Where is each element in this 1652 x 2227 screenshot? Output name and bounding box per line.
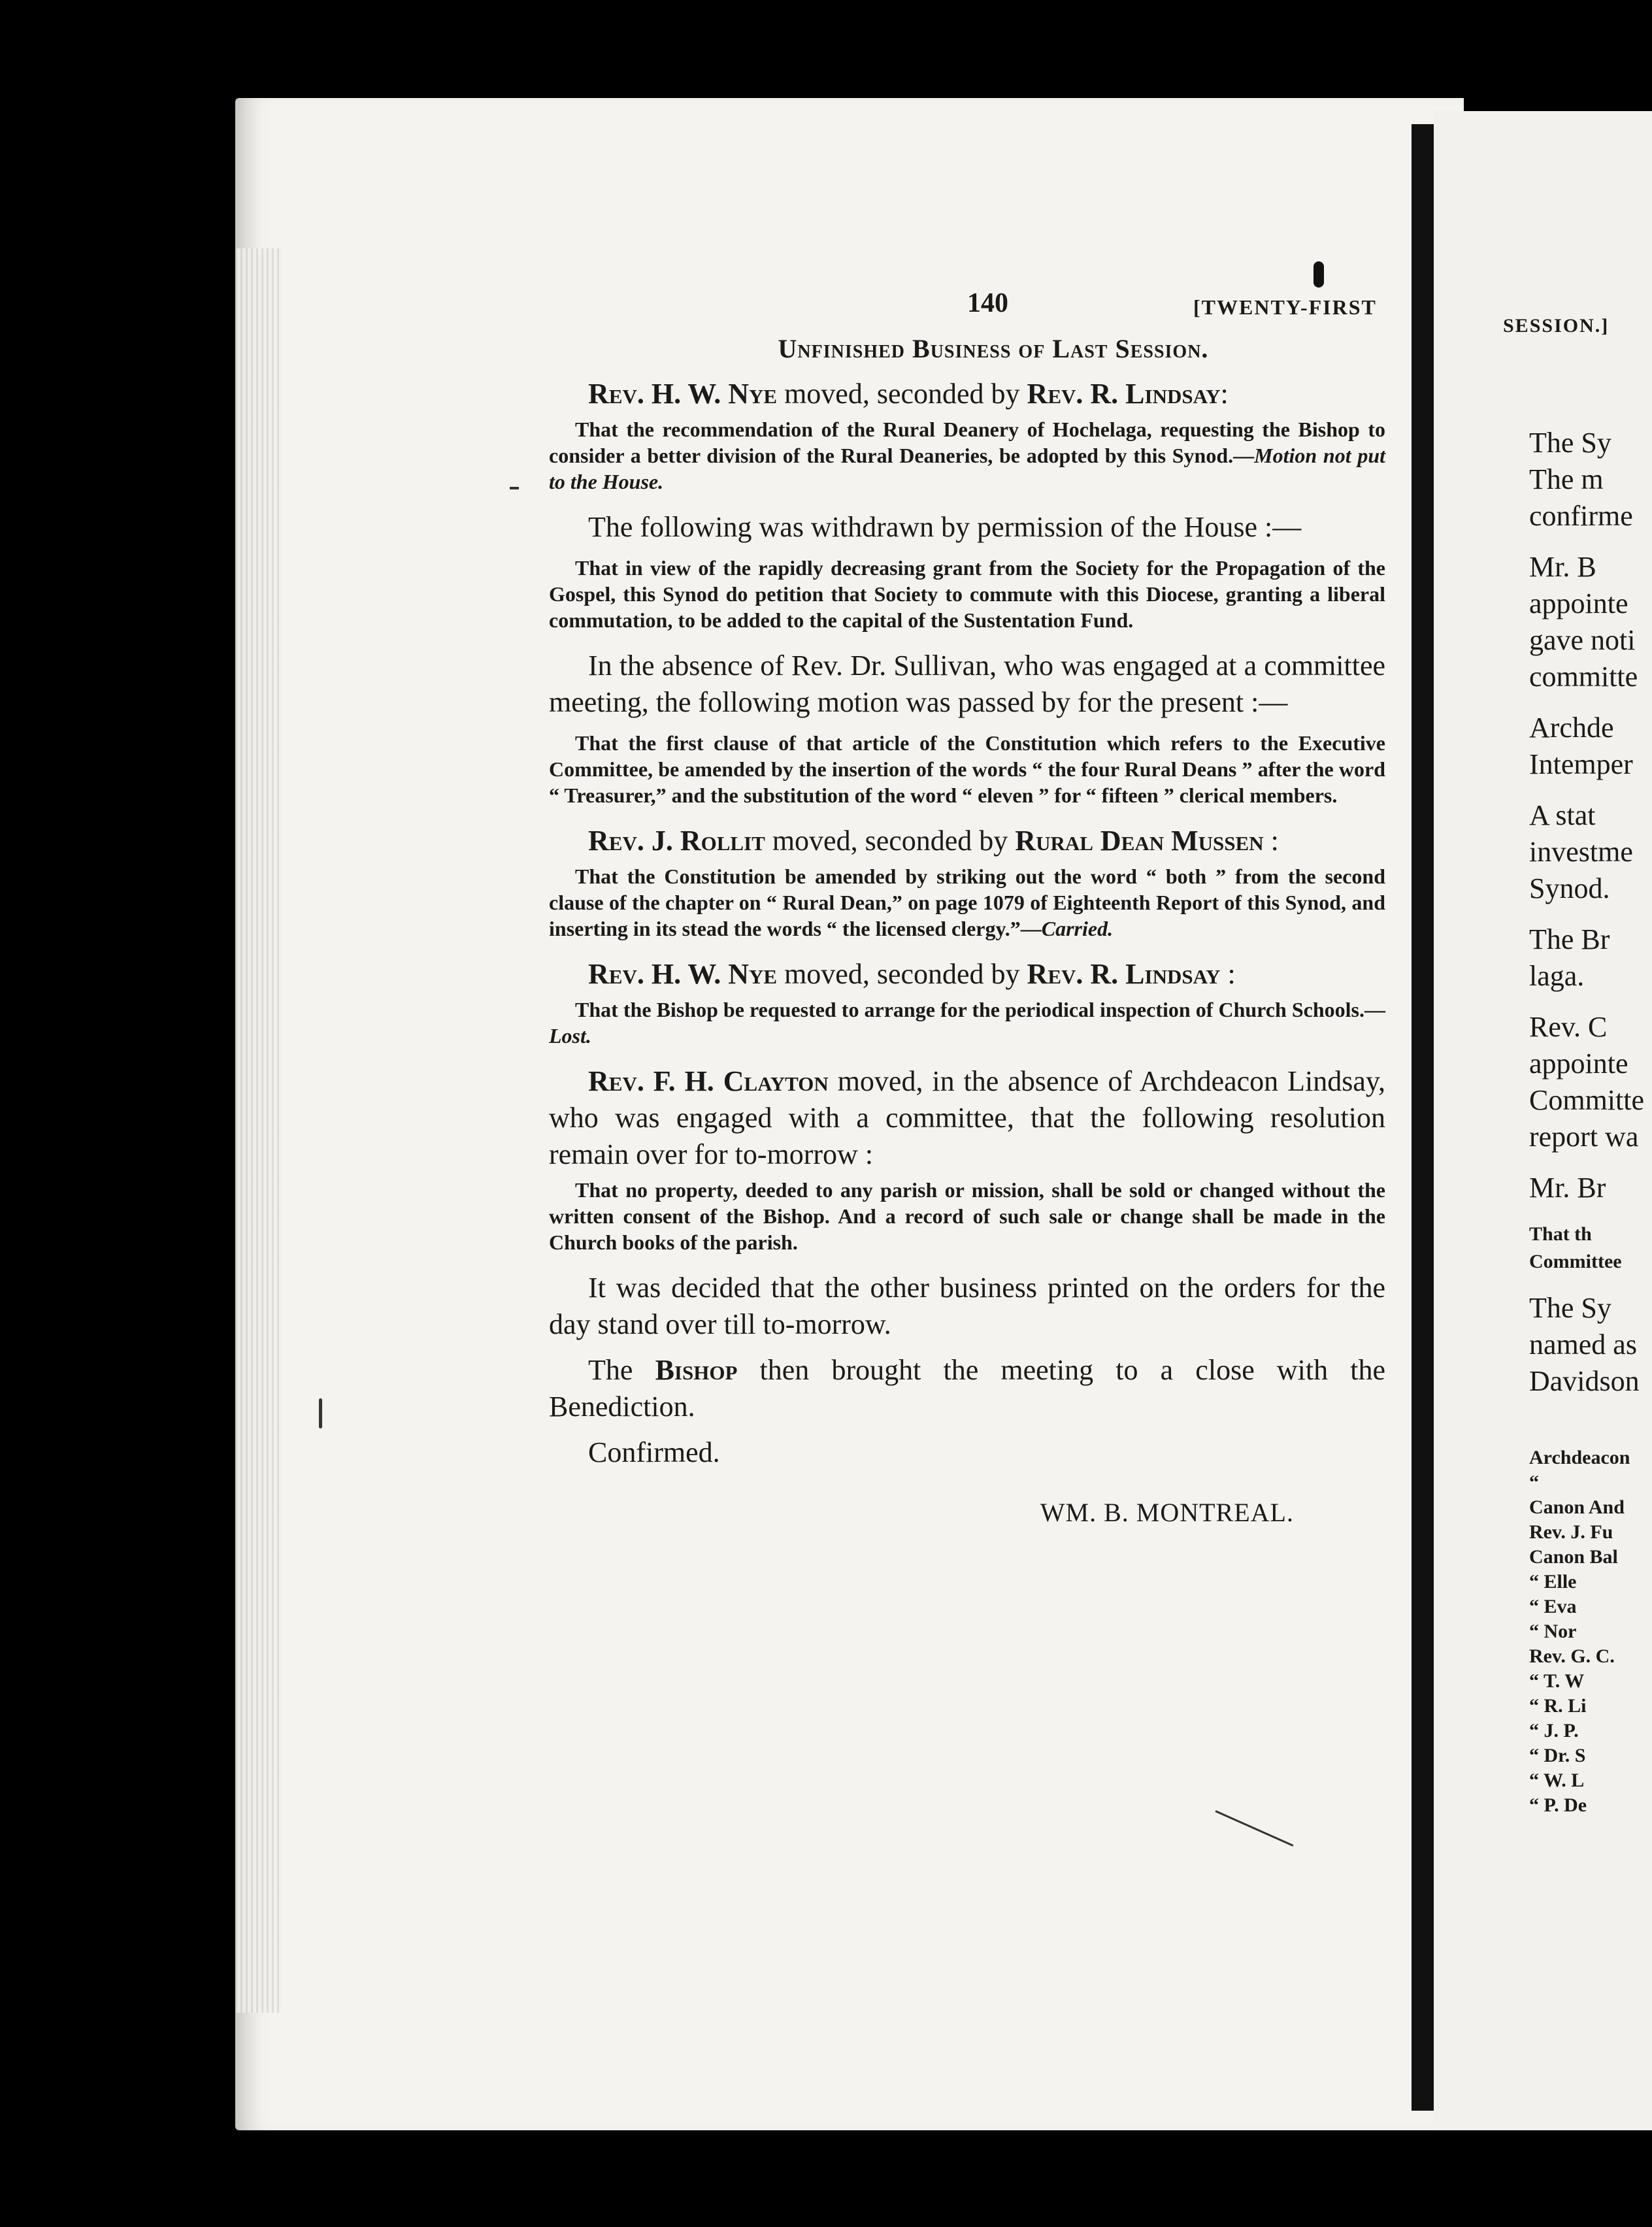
resolution-text: That in view of the rapidly decreasing grant from the Society for the Propagation of the Gospel, this Synod do petition that Society to commute with this Diocese, granting a liberal commutation, to be added to the capital of the Sustentation Fund. [549,556,1385,632]
signature: WM. B. MONTREAL. [1040,1498,1294,1527]
paragraph-confirmed: Confirmed. [588,1436,720,1468]
bishop-pre: The [588,1354,655,1386]
motion-connector: moved, seconded by [765,825,1016,857]
motion-end: : [1220,378,1229,410]
right-list-item: Rev. J. Fu [1529,1521,1613,1543]
resolution-rural-dean [549,863,1385,942]
section-title: Unfinished Business of Last Session. [778,334,1209,363]
motion-end: : [1220,958,1236,990]
right-session-label: SESSION.] [1503,315,1610,337]
paragraph-absence: In the absence of Rev. Dr. Sullivan, who was engaged at a committee meeting, the following motion was passed by for the present :— [549,650,1385,718]
right-list-item: Rev. G. C. [1529,1645,1615,1667]
mover: Rev. J. Rollit [588,825,765,857]
left-page-content [549,288,1385,1528]
right-line: appointe [1529,1048,1628,1080]
motion-rollit-mussen [549,823,1385,859]
right-list-item: “ R. Li [1529,1695,1587,1717]
right-line: laga. [1529,960,1585,992]
motion-end: : [1263,825,1279,857]
seconder: Rev. R. Lindsay [1027,378,1221,410]
right-line: Davidson [1529,1365,1640,1397]
right-line: confirme [1529,500,1633,532]
paragraph-withdrawn: The following was withdrawn by permission of the House :— [588,511,1302,543]
motion-connector: moved, seconded by [777,958,1027,990]
right-list-item: Canon And [1529,1496,1625,1518]
margin-dash [510,487,519,489]
resolution-executive-committee [549,730,1385,808]
page-edges [235,248,281,2013]
motion-connector: moved, seconded by [777,378,1027,410]
session-label: [TWENTY-FIRST [1193,295,1377,319]
resolution-verdict: Lost. [549,1024,591,1048]
right-line: The Br [1529,923,1610,955]
resolution-text: That the Bishop be requested to arrange for the periodical inspection of Church Schools.— [575,998,1385,1021]
resolution-verdict: Motion not put to the House. [549,444,1386,493]
motion-text: moved, in the absence of Archdeacon Lindsay, who was engaged with a committee, that the following resolution remain over for to-morrow : [549,1065,1386,1170]
book-gutter [1412,124,1434,2111]
right-line: named as [1529,1328,1637,1361]
paragraph-decided: It was decided that the other business printed on the orders for the day stand over till to-morrow. [549,1272,1385,1340]
resolution-hochelaga [549,416,1385,495]
seconder: Rev. R. Lindsay [1027,958,1221,990]
right-list-item: Canon Bal [1529,1546,1618,1568]
motion-nye-lindsay-1 [549,376,1385,412]
mover: Rev. F. H. Clayton [588,1065,829,1097]
right-line: Synod. [1529,872,1610,904]
resolution-text: That the first clause of that article of the Constitution which refers to the Executive Committee, be amended by the insertion of the words “ the four Rural Deans ” after the word “ Treasurer,” and the substitution of the word “ eleven ” for “ fifteen ” clerical members. [549,731,1385,807]
ink-blot [1313,261,1324,288]
right-list-item: “ Eva [1529,1596,1577,1617]
right-line: Intemper [1529,748,1633,780]
right-list-item: “ Nor [1529,1621,1577,1642]
margin-mark [319,1398,322,1428]
right-line: That th [1529,1223,1592,1245]
running-head [549,288,1385,333]
right-list-item: Archdeacon [1529,1447,1630,1468]
right-page-list [1529,1445,1652,1818]
motion-clayton [549,1063,1385,1173]
seconder: Rural Dean Mussen [1015,825,1264,857]
right-list-item: “ Dr. S [1529,1745,1586,1766]
right-line: report wa [1529,1121,1639,1153]
mover: Rev. H. W. Nye [588,958,778,990]
paragraph-bishop [549,1352,1385,1425]
resolution-property [549,1177,1385,1255]
right-line: Rev. C [1529,1011,1608,1043]
right-line: appointe [1529,587,1628,619]
resolution-text: That the Constitution be amended by striking out the word “ both ” from the second clause of the chapter on “ Rural Dean,” on page 1079 of Eighteenth Report of this Synod, and inserting in its stead the words “ the licensed clergy.”— [549,865,1385,940]
right-line: The m [1529,463,1604,495]
mover: Rev. H. W. Nye [588,378,778,410]
right-line: Committee [1529,1251,1622,1272]
motion-nye-lindsay-2 [549,956,1385,993]
right-list-item: “ T. W [1529,1670,1585,1692]
right-page-lines [1529,425,1652,1400]
right-line: Mr. B [1529,551,1596,583]
right-line: Committe [1529,1084,1644,1116]
right-line: Archde [1529,712,1614,744]
resolution-church-schools [549,997,1385,1049]
bishop-post: then brought the meeting to a close with the Benediction. [549,1354,1385,1423]
right-list-item: “ J. P. [1529,1720,1579,1741]
resolution-propagation [549,555,1385,633]
right-list-item: “ W. L [1529,1770,1585,1791]
right-line: A stat [1529,799,1596,831]
bishop-name: Bishop [655,1354,738,1386]
right-page-content [1529,425,1652,1818]
resolution-verdict: Carried. [1041,917,1114,940]
right-list-item: “ Elle [1529,1571,1577,1592]
resolution-text: That the recommendation of the Rural Deanery of Hochelaga, requesting the Bishop to consider a better division of the Rural Deaneries, be adopted by this Synod.— [549,418,1385,467]
right-line: committe [1529,661,1638,693]
right-line: The Sy [1529,1292,1611,1324]
right-list-item: “ [1529,1472,1539,1493]
right-line: The Sy [1529,427,1611,459]
right-line: investme [1529,836,1633,868]
right-line: Mr. Br [1529,1172,1606,1204]
page-number: 140 [967,288,1008,318]
resolution-text: That no property, deeded to any parish or mission, shall be sold or changed without the written consent of the Bishop. And a record of such sale or change shall be made in the Church books of the parish. [549,1178,1385,1254]
right-list-item: “ P. De [1529,1794,1587,1816]
right-line: gave noti [1529,624,1636,656]
